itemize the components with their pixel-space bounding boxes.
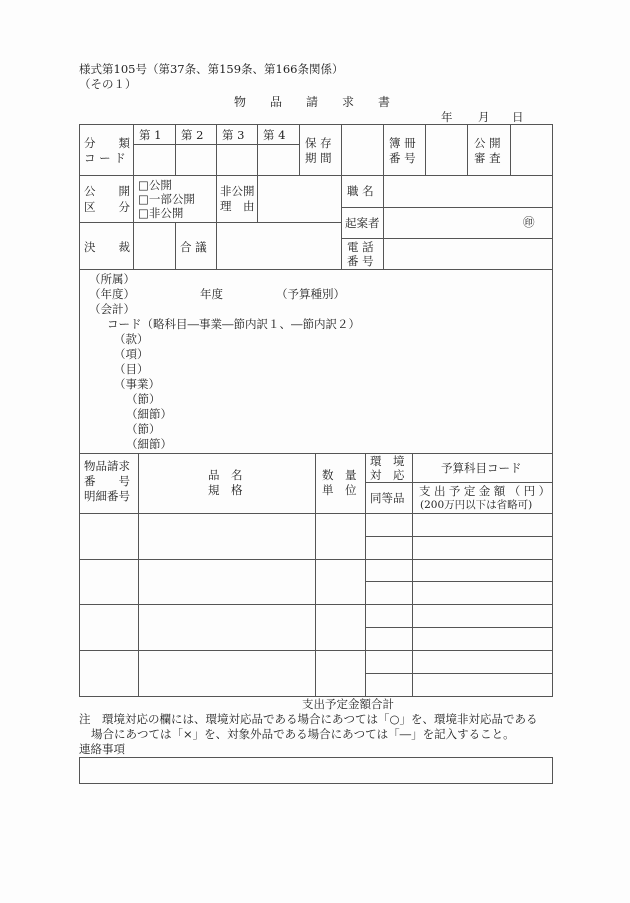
row2-item-name[interactable] — [139, 560, 314, 603]
budget-section[interactable] — [80, 270, 552, 453]
retention-period-label-2: 期 間 — [305, 151, 332, 165]
saisetsu-label-2: （細節） — [126, 437, 172, 451]
nondisclosure-reason-label-2: 理 由 — [220, 199, 255, 213]
checkbox-icon[interactable]: □ — [138, 192, 149, 206]
page-title: 物 品 請 求 書 — [234, 95, 391, 109]
row3-equivalent[interactable] — [366, 628, 411, 649]
register-number-input[interactable] — [426, 125, 466, 174]
divider — [383, 124, 384, 175]
row4-quantity[interactable] — [316, 651, 364, 696]
nondisclosure-reason-input[interactable] — [258, 176, 340, 221]
kou-label: （項） — [114, 347, 149, 361]
class-level-1-label: 第 1 — [139, 128, 162, 142]
disclosure-review-label-2: 審 査 — [474, 151, 501, 165]
setsu-label-1: （節） — [126, 392, 161, 406]
code-label: コード（略科目―事業―節内訳１、―節内訳２） — [107, 317, 360, 331]
spec-header: 規 格 — [208, 483, 243, 497]
row1-quantity[interactable] — [316, 514, 364, 558]
setsu-label-2: （節） — [126, 422, 161, 436]
date-month-label: 月 — [478, 110, 490, 124]
row3-environment[interactable] — [366, 605, 411, 626]
row3-request-number[interactable] — [80, 605, 137, 649]
project-label: （事業） — [114, 377, 160, 391]
item-name-header: 品 名 — [208, 468, 243, 482]
option-label: 非公開 — [148, 206, 184, 220]
approval-stamp-area[interactable] — [134, 223, 174, 268]
row2-planned-amount[interactable] — [413, 582, 552, 603]
fiscal-year-suffix: 年度 — [200, 287, 223, 301]
equivalent-header: 同等品 — [370, 491, 405, 505]
form-sub-number: （その１） — [79, 77, 137, 91]
classification-code-label-2: コ ー ド — [84, 151, 126, 165]
nondisclosure-reason-label: 非公開 — [220, 184, 255, 198]
saisetsu-label-1: （細節） — [126, 407, 172, 421]
row1-equivalent[interactable] — [366, 537, 411, 558]
form-number: 様式第105号（第37条、第159条、第166条関係） — [79, 62, 344, 76]
kan-label: （款） — [114, 332, 149, 346]
consultation-label: 合 議 — [180, 240, 207, 254]
seal-icon: ㊞ — [523, 215, 535, 229]
phone-number-label-2: 番 号 — [347, 254, 374, 268]
divider — [467, 124, 468, 175]
register-number-label: 簿 冊 — [389, 136, 416, 150]
row2-environment[interactable] — [366, 560, 411, 580]
option-label: 公開 — [148, 178, 172, 192]
row4-request-number[interactable] — [80, 651, 137, 696]
checkbox-icon[interactable]: □ — [138, 178, 149, 192]
contact-label: 連絡事項 — [79, 742, 125, 756]
disclosure-option-private[interactable] — [138, 206, 183, 220]
class-level-4-label: 第 4 — [263, 128, 286, 142]
row3-planned-amount[interactable] — [413, 628, 552, 649]
row4-budget-code[interactable] — [413, 651, 552, 672]
total-amount-label: 支出予定金額合計 — [302, 697, 394, 711]
disclosure-category-label: 公 開 — [84, 184, 130, 198]
date-year-label: 年 — [441, 110, 453, 124]
class-level-3-label: 第 3 — [222, 128, 245, 142]
row2-equivalent[interactable] — [366, 582, 411, 603]
disclosure-review-input[interactable] — [511, 125, 552, 174]
fiscal-year-label: （年度） — [89, 287, 135, 301]
request-number-header-2: 番 号 — [84, 474, 130, 488]
row2-quantity[interactable] — [316, 560, 364, 603]
row1-environment[interactable] — [366, 514, 411, 535]
retention-period-input[interactable] — [342, 125, 382, 174]
option-label: 一部公開 — [148, 192, 195, 206]
divider — [365, 482, 553, 483]
class-level-2-input[interactable] — [176, 145, 215, 174]
class-level-2-label: 第 2 — [181, 128, 204, 142]
row2-request-number[interactable] — [80, 560, 137, 603]
divider — [175, 222, 176, 269]
note-line-1: 注 環境対応の欄には、環境対応品である場合にあつては「○」を、環境非対応品である — [79, 712, 538, 726]
class-level-1-input[interactable] — [134, 145, 174, 174]
drafter-label: 起案者 — [345, 216, 380, 230]
budget-type-label: （予算種別） — [276, 287, 345, 301]
row1-planned-amount[interactable] — [413, 537, 552, 558]
divider — [299, 124, 300, 175]
environment-header-2: 対 応 — [370, 468, 405, 482]
row4-item-name[interactable] — [139, 651, 314, 696]
row1-item-name[interactable] — [139, 514, 314, 558]
row3-item-name[interactable] — [139, 605, 314, 649]
budget-code-header: 予算科目コード — [441, 461, 522, 475]
checkbox-icon[interactable]: □ — [138, 206, 149, 220]
divider — [341, 175, 342, 269]
row3-quantity[interactable] — [316, 605, 364, 649]
row4-planned-amount[interactable] — [413, 674, 552, 696]
disclosure-option-public[interactable] — [138, 178, 172, 192]
phone-number-label: 電 話 — [347, 240, 374, 254]
register-number-label-2: 番 号 — [389, 151, 416, 165]
disclosure-review-label: 公 開 — [474, 136, 501, 150]
detail-number-header: 明細番号 — [84, 489, 130, 503]
quantity-header: 数 量 — [322, 468, 357, 482]
date-day-label: 日 — [512, 110, 524, 124]
unit-header: 単 位 — [322, 483, 357, 497]
account-label: （会計） — [89, 302, 135, 316]
note-line-2: 場合にあつては「×」を、対象外品である場合にあつては「―」を記入すること。 — [91, 727, 515, 741]
class-level-3-input[interactable] — [217, 145, 256, 174]
planned-amount-header: 支出予定金額（円） — [419, 484, 554, 498]
row2-budget-code[interactable] — [413, 560, 552, 580]
disclosure-category-label-2: 区 分 — [84, 200, 130, 214]
row1-request-number[interactable] — [80, 514, 137, 558]
divider — [216, 175, 217, 222]
planned-amount-note: (200万円以下は省略可) — [420, 499, 533, 511]
retention-period-label: 保 存 — [305, 136, 332, 150]
moku-label: （目） — [114, 362, 149, 376]
approval-label: 決 裁 — [84, 240, 130, 254]
row4-equivalent[interactable] — [366, 674, 411, 696]
consultation-stamp-area[interactable] — [217, 223, 340, 268]
disclosure-option-partial[interactable] — [138, 192, 195, 206]
row1-budget-code[interactable] — [413, 514, 552, 535]
contact-input[interactable] — [79, 757, 553, 784]
affiliation-label: （所属） — [89, 272, 135, 286]
request-number-header: 物品請求 — [84, 459, 130, 473]
row3-budget-code[interactable] — [413, 605, 552, 626]
job-title-label: 職 名 — [347, 184, 374, 198]
job-title-input[interactable] — [384, 176, 552, 206]
row4-environment[interactable] — [366, 651, 411, 672]
phone-number-input[interactable] — [384, 239, 552, 268]
class-level-4-input[interactable] — [258, 145, 298, 174]
classification-code-label: 分 類 — [84, 136, 130, 150]
environment-header: 環 境 — [370, 454, 405, 468]
